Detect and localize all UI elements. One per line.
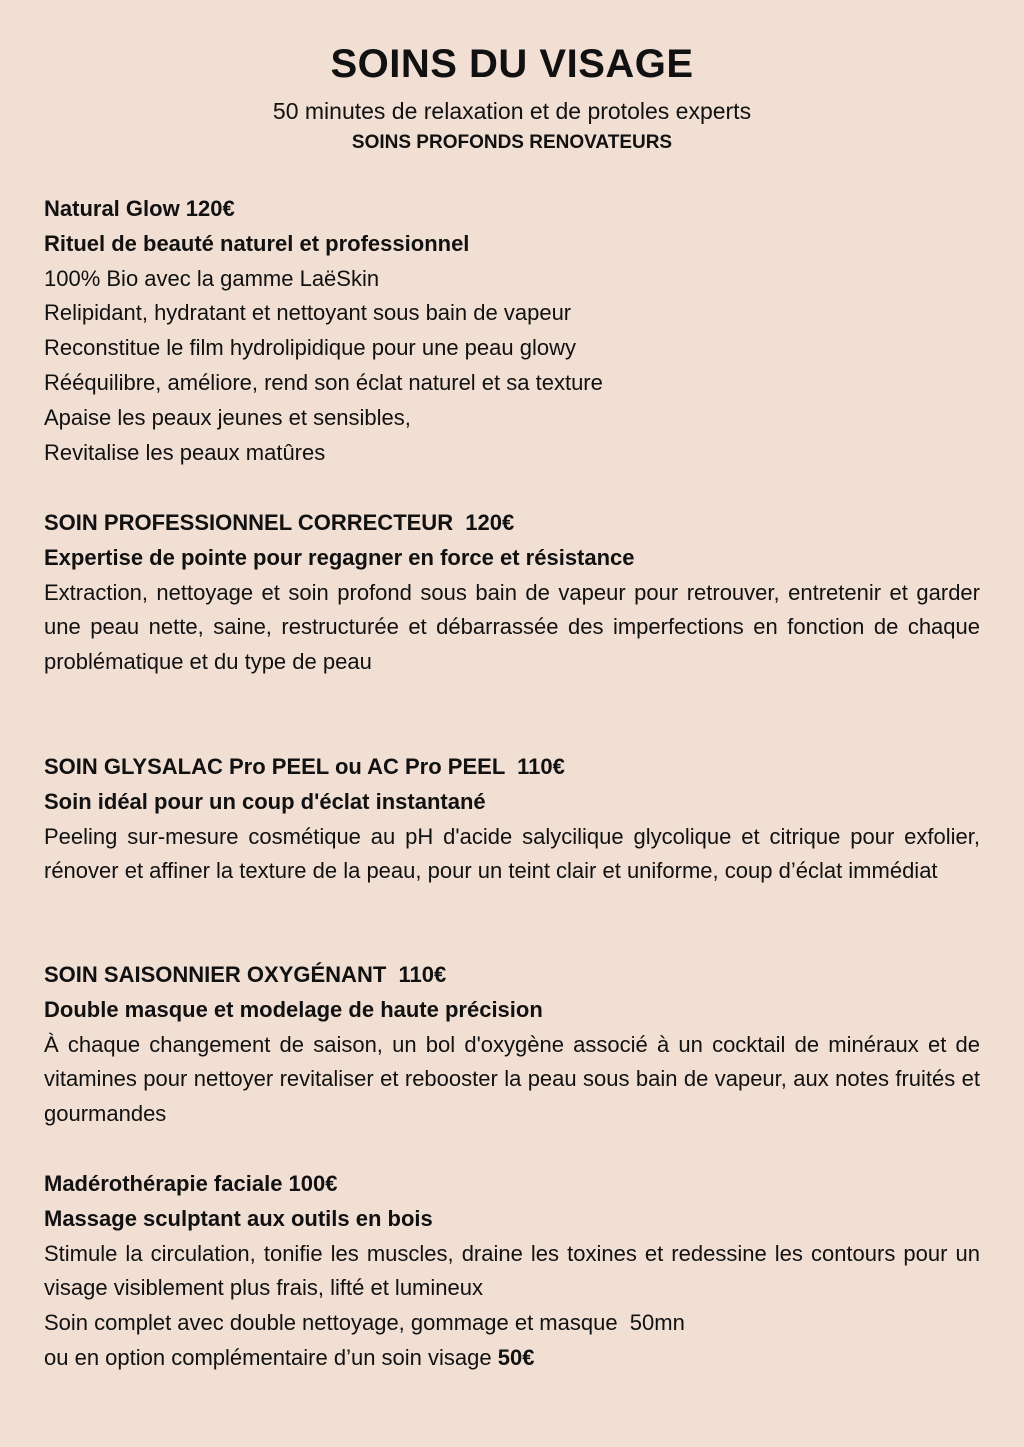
section-soin-saisonnier-oxygenant: [44, 958, 980, 1132]
treatment-tagline: Expertise de pointe pour regagner en force et résistance: [44, 544, 635, 570]
page-subheading: SOINS PROFONDS RENOVATEURS: [351, 132, 673, 153]
treatment-tagline: Massage sculptant aux outils en bois: [44, 1205, 433, 1231]
treatment-line: Revitalise les peaux matûres: [44, 439, 326, 465]
treatment-description: Stimule la circulation, tonifie les muscles, draine les toxines et redessine les contours pour un visage visiblement plus frais, lifté et lumineux: [44, 1240, 980, 1301]
treatment-description: Extraction, nettoyage et soin profond sous bain de vapeur pour retrouver, entretenir et garder une peau nette, saine, restructurée et débarrassée des imperfections en fonction de chaque problématique et du type de peau: [44, 579, 980, 675]
page-subtitle: 50 minutes de relaxation et de protoles experts: [272, 98, 752, 124]
treatment-name: Madérothérapie faciale 100€: [44, 1171, 338, 1196]
treatment-line: Relipidant, hydratant et nettoyant sous bain de vapeur: [44, 300, 572, 326]
treatment-description: À chaque changement de saison, un bol d'oxygène associé à un cocktail de minéraux et de vitamines pour nettoyer revitaliser et rebooster la peau sous bain de vapeur, aux notes fruités et gourmandes: [44, 1031, 980, 1127]
treatment-description: Peeling sur-mesure cosmétique au pH d'acide salycilique glycolique et citrique pour exfolier, rénover et affiner la texture de la peau, pour un teint clair et uniforme, coup d’éclat immédiat: [44, 823, 980, 884]
treatment-line: Soin complet avec double nettoyage, gommage et masque 50mn: [44, 1310, 685, 1336]
page-title: SOINS DU VISAGE: [330, 42, 694, 86]
treatment-tagline: Double masque et modelage de haute précision: [44, 996, 543, 1022]
section-soin-professionnel-correcteur: [44, 506, 980, 680]
section-natural-glow: [44, 192, 980, 470]
treatment-name: SOIN PROFESSIONNEL CORRECTEUR 120€: [44, 510, 515, 535]
treatment-name: SOIN GLYSALAC Pro PEEL ou AC Pro PEEL 110€: [44, 754, 565, 779]
section-soin-glysalac: [44, 750, 980, 889]
option-text: ou en option complémentaire d’un soin visage: [44, 1344, 498, 1370]
treatment-line: Apaise les peaux jeunes et sensibles,: [44, 404, 411, 430]
section-maderotherapie: [44, 1167, 980, 1376]
treatment-tagline: Soin idéal pour un coup d'éclat instantané: [44, 788, 486, 814]
treatment-option-line: [44, 1341, 980, 1376]
treatment-line: 100% Bio avec la gamme LaëSkin: [44, 265, 380, 291]
option-price: 50€: [497, 1344, 535, 1370]
treatment-line: Reconstitue le film hydrolipidique pour une peau glowy: [44, 335, 576, 361]
treatment-line: Rééquilibre, améliore, rend son éclat naturel et sa texture: [44, 369, 603, 395]
page-header: [0, 38, 1024, 158]
treatment-name: SOIN SAISONNIER OXYGÉNANT 110€: [44, 962, 447, 987]
treatment-tagline: Rituel de beauté naturel et professionnel: [44, 230, 470, 256]
treatment-name: Natural Glow 120€: [44, 196, 235, 221]
